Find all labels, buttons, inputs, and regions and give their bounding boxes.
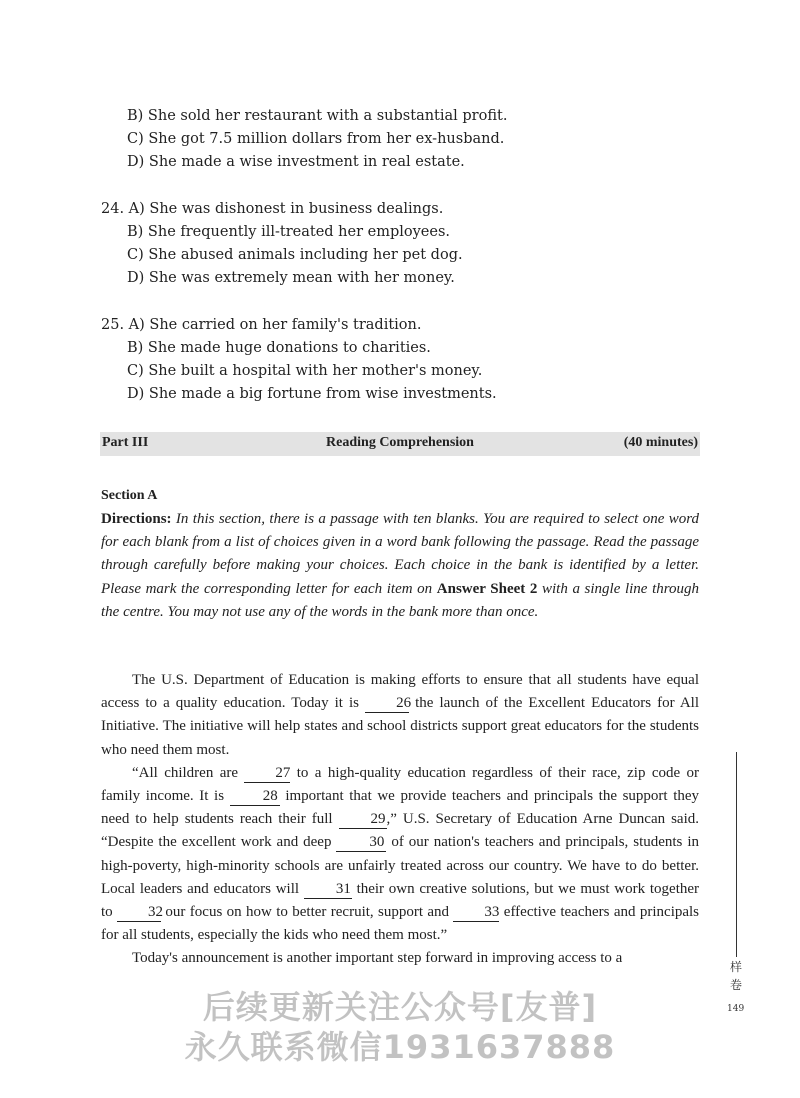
blank-27: 27 (244, 765, 290, 783)
part-title: Reading Comprehension (326, 435, 474, 450)
blank-32: 32 (117, 904, 161, 922)
directions-text-2: with a single line through the centre. You may not use any of the words in the bank more than once. (101, 580, 700, 620)
passage-text: the launch of the Excellent Educators for All Initiative. The initiative will help states and school districts support great educators for the students who need them most. (101, 695, 699, 758)
sample-label: 样卷 (729, 960, 742, 992)
watermark-line-2: 永久联系微信1931637888 (184, 1028, 616, 1066)
blank-30: 30 (336, 834, 386, 852)
q25-option-a: 25. A) She carried on her family's tradition. (101, 317, 422, 333)
passage-text: of our nation's teachers and principals, students in high-poverty, high-minority schools are unfairly treated across our country. We have to do better. Local leaders and educators will (101, 834, 700, 897)
directions-text-1: In this section, there is a passage with ten blanks. You are required to select one word for each blank from a list of choices given in a word bank following the passage. Read the passage through carefully before making your choices. Each choice in the bank is identified by a letter. Please mark the corresponding letter for each item on (101, 511, 700, 597)
q24-option-c: C) She abused animals including her pet dog. (127, 247, 463, 263)
q25-option-d: D) She made a big fortune from wise investments. (127, 386, 497, 402)
page-number: 149 (727, 1004, 745, 1014)
part-header-bar (100, 432, 700, 456)
passage-text: ,” U.S. Secretary of Education Arne Duncan said. “Despite the excellent work and deep (101, 811, 699, 851)
passage-paragraph-3: Today's announcement is another important step forward in improving access to a (132, 950, 623, 967)
watermark-line-1: 后续更新关注公众号[友普] (202, 988, 598, 1026)
passage-text: effective teachers and principals for all students, especially the kids who need them most.” (101, 904, 700, 944)
passage-text: our focus on how to better recruit, support and (165, 904, 450, 921)
reading-passage (101, 669, 699, 971)
q25-option-c: C) She built a hospital with her mother's money. (127, 363, 483, 379)
blank-31: 31 (304, 881, 352, 899)
passage-text: their own creative solutions, but we must work together to (101, 880, 700, 921)
margin-rule (736, 752, 737, 957)
q24-option-a: 24. A) She was dishonest in business dealings. (101, 201, 444, 217)
blank-28: 28 (230, 788, 280, 806)
part-time: (40 minutes) (623, 435, 698, 450)
passage-paragraph-2 (101, 762, 699, 948)
part-number: Part III (102, 435, 149, 450)
q25-option-b: B) She made huge donations to charities. (127, 340, 431, 356)
q23-option-c: C) She got 7.5 million dollars from her ex-husband. (127, 131, 505, 147)
passage-text: The U.S. Department of Education is making efforts to ensure that all students have equal access to a quality education. Today it is (101, 672, 699, 712)
blank-29: 29 (339, 811, 387, 829)
passage-text: to a high-quality education regardless of their race, zip code or family income. It is (101, 764, 700, 805)
passage-paragraph-1 (101, 669, 699, 762)
directions-label: Directions: (101, 511, 172, 527)
passage-text: important that we provide teachers and principals the support they need to help students reach their full (101, 788, 700, 828)
q23-option-b: B) She sold her restaurant with a substantial profit. (127, 108, 508, 124)
passage-text: “All children are (132, 764, 239, 781)
blank-33: 33 (453, 904, 499, 922)
answer-sheet-label: Answer Sheet 2 (436, 580, 538, 597)
blank-26: 26 (365, 695, 409, 713)
section-title: Section A (101, 488, 158, 503)
q23-option-d: D) She made a wise investment in real estate. (127, 154, 465, 170)
q24-option-b: B) She frequently ill-treated her employees. (127, 224, 451, 240)
directions-paragraph (101, 508, 699, 624)
q24-option-d: D) She was extremely mean with her money. (127, 270, 455, 286)
